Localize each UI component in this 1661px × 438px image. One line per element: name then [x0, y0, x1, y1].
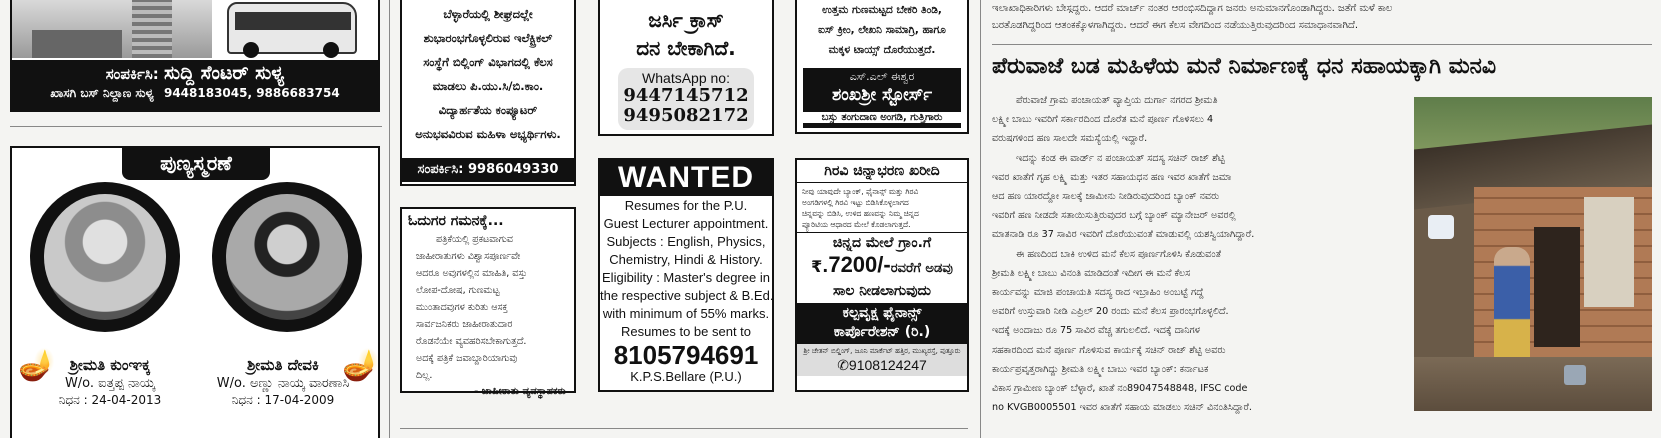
- photo-ground: [1414, 357, 1652, 411]
- job-line: ಬೆಳ್ಳಾರೆಯಲ್ಲಿ ಶೀಘ್ರದಲ್ಲೇ: [443, 7, 533, 21]
- store-line: ಉತ್ತಮ ಗುಣಮಟ್ಟದ ಬೇಕರಿ ತಿಂಡಿ,: [822, 4, 942, 16]
- photo-cloth: [1584, 197, 1634, 307]
- rupee-symbol: ₹.: [811, 257, 829, 276]
- gold-phone: 9108124247: [848, 357, 927, 373]
- notice-signature: - ಜಾಹೀರಾತು ವ್ಯವಸ್ಥಾಪಕರು: [474, 386, 566, 397]
- left-date: ನಿಧನ : 24-04-2013: [58, 393, 162, 407]
- gold-loan-ad: [795, 158, 969, 392]
- article-top-line: ಬರತೊಡಗಿದ್ದರಿಂದ ಆತಂಕಕ್ಕೊಳಗಾಗಿದ್ದರು. ಆದರೆ ಈಗ ಕೆಲಸ ವೇಗದಿಂದ ನಡೆಯುತ್ತಿರುವುದರಿಂದ ಸಮಾಧಾನವಾಗಿದೆ.: [992, 20, 1359, 31]
- gold-line: ಪ್ಯೂರಿಟಿಯ ಆಧಾರದ ಮೇಲೆ ಕೊಡಲಾಗುತ್ತದೆ.: [802, 220, 911, 229]
- wanted-line: Eligibility : Master's degree in: [602, 270, 770, 285]
- notice-title: ಓದುಗರ ಗಮನಕ್ಕೆ...: [408, 213, 504, 229]
- portrait-frame-right: [212, 182, 362, 332]
- bus-phones: 9448183045, 9886683754: [163, 86, 340, 100]
- right-date: ನಿಧನ : 17-04-2009: [231, 393, 335, 407]
- job-line: ಶುಭಾರಂಭಗೊಳ್ಳಲಿರುವ ಇಲೆಕ್ಟ್ರಿಕಲ್: [423, 31, 553, 45]
- article-line: ಆದ ಹಣ ಯಾರದ್ದೋ ಸಾಲಕ್ಕೆ ಜಾಮೀನು ನೀಡಿರುವುದರಿಂದ ಬ್ಯಾಂಕ್ ನವರು: [992, 191, 1220, 203]
- gold-rate-amount: 7200/-: [828, 252, 891, 277]
- gold-rate-line3: ಸಾಲ ನೀಡಲಾಗುವುದು: [832, 283, 931, 299]
- company-line1: ಕಲ್ಪವೃಕ್ಷ ಫೈನಾನ್ಸ್: [842, 305, 922, 321]
- article-line: ಇದಕ್ಕೆ ಅಂದಾಜು ರೂ 75 ಸಾವಿರ ವೆಚ್ಚ ತಗುಲಲಿದೆ. ಇದಕ್ಕೆ ದಾನಿಗಳ: [992, 325, 1200, 337]
- article-line: no KVGB0005501 ಇವರ ಖಾತೆಗೆ ಸಹಾಯ ಮಾಡಲು ಸಚಿನ್ ವಿನಂತಿಸಿದ್ದಾರೆ.: [992, 402, 1252, 414]
- article-line: ಸಹಕಾರದಿಂದ ಮನೆ ಪೂರ್ಣ ಗೊಳಿಸುವ ಕಾರ್ಯಕ್ಕೆ ಸಚಿನ್ ರಾಜ್ ಶೆಟ್ಟಿ ಅವರು: [992, 344, 1226, 356]
- photo-bag: [1428, 215, 1454, 239]
- gold-rate-line1: ಚಿನ್ನದ ಮೇಲೆ ಗ್ರಾಂ.ಗೆ: [797, 232, 967, 253]
- gold-company: [797, 303, 967, 344]
- cow-phone: 9447145712: [623, 85, 749, 106]
- wanted-line: Resumes to be sent to: [620, 324, 752, 339]
- whatsapp-panel: [618, 68, 754, 130]
- article-headline: ಪೆರುವಾಜೆ ಬಡ ಮಹಿಳೆಯ ಮನೆ ನಿರ್ಮಾಣಕ್ಕೆ ಧನ ಸಹಾಯಕ್ಕಾಗಿ ಮನವಿ: [992, 54, 1497, 79]
- store-address: ಬಸ್ಸು ತಂಗುದಾಣ ಅಂಗಡಿ, ಗುತ್ತಿಗಾರು: [797, 112, 967, 123]
- memorial-title: ಪುಣ್ಯಸ್ಮರಣೆ: [122, 146, 270, 180]
- article-line: ಇವರಿಗೆ ಹಣ ನೀಡದೇ ಸತಾಯಿಸುತ್ತಿರುವುದರ ಬಗ್ಗೆ ಬ್ಯಾಂಕ್ ಮ್ಯಾನೇಜರ್ ಅವರಲ್ಲಿ: [992, 210, 1236, 222]
- article-line: ಅವರಿಗೆ ಉಸ್ತುವಾರಿ ನೀಡಿ ಎಪ್ರಿಲ್ 20 ರಂದು ಮನೆ ಕೆಲಸ ಪ್ರಾರಂಭಗೊಳ್ಳಲಿದೆ.: [992, 306, 1229, 318]
- job-line: ಸಂಸ್ಥೆಗೆ ಬಿಲ್ಲಿಂಗ್ ವಿಭಾಗದಲ್ಲಿ ಕೆಲಸ: [423, 55, 553, 69]
- article-line: ಪೆರುವಾಜೆ ಗ್ರಾಮ ಪಂಚಾಯತ್ ವ್ಯಾಪ್ತಿಯ ದುರ್ಗಾ ನಗರದ ಶ್ರೀಮತಿ: [1016, 95, 1218, 106]
- cow-line: ದನ ಬೇಕಾಗಿದೆ.: [636, 36, 736, 60]
- wanted-line: Guest Lecturer appointment.: [603, 216, 769, 231]
- wanted-footer: K.P.S.Bellare (P.U.): [630, 369, 742, 384]
- article-line: ವಿಕಾಸ ಗ್ರಾಮೀಣ ಬ್ಯಾಂಕ್ ಬೆಳ್ಳಾರೆ, ಖಾತೆ ನಂ89047548848, IFSC code: [992, 383, 1248, 395]
- job-line: ಅನುಭವವಿರುವ ಮಹಿಳಾ ಅಭ್ಯರ್ಥಿಗಳು.: [415, 127, 561, 141]
- temple-image: [12, 0, 212, 58]
- wanted-phone: 8105794691: [613, 340, 759, 370]
- article-line: ಈ ಹಣದಿಂದ ಬಾಕಿ ಉಳಿದ ಮನೆ ಕೆಲಸ ಪೂರ್ಣಗೊಳಿಸಿ ಕೊಡುವಂತೆ: [1016, 248, 1222, 260]
- wanted-ad: [598, 158, 774, 392]
- job-contact: ಸಂಪರ್ಕಿಸಿ: 9986049330: [402, 158, 574, 182]
- article-line: ಇವರ ಖಾತೆಗೆ ಗೃಹ ಲಕ್ಷ್ಮಿ ಮತ್ತು ಇತರ ಸಹಾಯಧನ ಹಣ ಇವರ ಖಾತೆಗೆ ಜಮಾ: [992, 171, 1232, 183]
- store-line: ಐಸ್ ಕ್ರೀಂ, ಲೇಖನಿ ಸಾಮಾಗ್ರಿ, ಹಾಗೂ: [818, 24, 946, 36]
- bus-stand-line: ಖಾಸಗಿ ಬಸ್ ನಿಲ್ದಾಣ ಸುಳ್ಯ: [50, 86, 154, 100]
- readers-notice: [400, 207, 576, 397]
- bus-contact-bar: [12, 60, 378, 110]
- notice-line: ಲೋಪ-ದೋಷ, ಗುಣಮಟ್ಟ: [416, 285, 500, 296]
- right-name: ಶ್ರೀಮತಿ ದೇವಕಿ: [247, 356, 319, 374]
- article-photo: [1414, 97, 1652, 411]
- wanted-line: Resumes for the P.U.: [624, 198, 748, 213]
- lamp-icon-left: 🪔: [18, 348, 56, 383]
- wanted-line: the respective subject & B.Ed.: [600, 288, 774, 303]
- photo-bucket: [1564, 365, 1586, 385]
- photo-doorway: [1534, 227, 1580, 347]
- gold-line: ಚಿನ್ನವನ್ನು ಬಿಡಿಸಿ, ಉಳಿದ ಹಣವನ್ನು ನಿಮ್ಮ ಚಿನ್ನದ: [802, 209, 919, 218]
- notice-line: ಸಾರ್ವಜನಿಕರು ಜಾಹೀರಾತುದಾರ: [416, 319, 513, 330]
- notice-line: ಪತ್ರಿಕೆಯಲ್ಲಿ ಪ್ರಕಟವಾಗುವ: [436, 234, 513, 245]
- article-line: ವರುಷಗಳಿಂದ ಹಣ ಸಾಲದೇ ಸಮಸ್ಯೆಯಲ್ಲಿ ಇದ್ದಾರೆ.: [992, 133, 1148, 145]
- whatsapp-label: WhatsApp no:: [642, 70, 730, 86]
- wanted-title: WANTED: [600, 160, 772, 196]
- article-top-line: ಇಲಾಖಾಧಿಕಾರಿಗಳು ಬೇಸ್ಗದ್ದರು. ಆದರೆ ಮಾರ್ಚ್ ನಂತರ ಆರಂಭಿಸದಿದ್ದಾಗ ಜನರು ಅನುಮಾನಗೊಂಡಾಗಿದ್ದರು. ಜತೆಗೆ ಮಳೆ ಕಾಲ: [992, 3, 1393, 14]
- billing-job-ad: [400, 0, 576, 186]
- notice-line: ದಿಲ್ಲ.: [416, 370, 433, 381]
- left-name: ಶ್ರೀಮತಿ ಕುಂಞಕ್ಕ: [69, 356, 151, 374]
- contact-label: ಸಂಪರ್ಕಿಸಿ:: [105, 65, 159, 83]
- job-line: ವಿದ್ಯಾರ್ಹತೆಯ ಕಂಪ್ಯೂಟರ್: [438, 103, 538, 117]
- phone-icon: ✆: [837, 358, 849, 374]
- notice-line: ಜಾಹೀರಾತುಗಳು ವಿಶ್ವಾಸಪೂರ್ಣವೇ: [416, 251, 521, 262]
- store-owner: ಎಸ್.ಎಲ್ ಈಶ್ವರ: [849, 70, 915, 83]
- gold-title: ಗಿರವಿ ಚಿನ್ನಾಭರಣ ಖರೀದಿ: [797, 160, 967, 183]
- gold-rate-suffix: ರವರೆಗೆ ಅಡವು: [890, 261, 953, 276]
- article-line: ಲಕ್ಷ್ಮೀ ಬಾಬು ಇವರಿಗೆ ಸರ್ಕಾರದಿಂದ ದೊರೆತ ಮನೆ ಪೂರ್ಣ ಗೊಳಿಸಲು 4: [992, 114, 1214, 126]
- right-wo: W/o. ಅಣ್ಣು ನಾಯ್ಕ ವಾರಣಾಸಿ: [216, 376, 350, 391]
- contact-name: ಸುದ್ದಿ ಸೆಂಟರ್ ಸುಳ್ಯ: [163, 62, 285, 84]
- cow-ad: [598, 0, 774, 136]
- article-body: [992, 91, 1412, 417]
- article-top-continued: [992, 0, 1652, 34]
- wanted-line: Chemistry, Hindi & History.: [609, 252, 763, 267]
- left-wo: W/o. ಐತ್ತಪ್ಪ ನಾಯ್ಕ: [64, 376, 156, 391]
- lamp-icon-right: 🪔: [342, 348, 380, 383]
- store-line: ಮಕ್ಕಳ ಟಾಯ್ಸ್ ದೊರೆಯುತ್ತದೆ.: [828, 44, 936, 56]
- cow-line: ಜರ್ಸಿ ಕ್ರಾಸ್: [648, 8, 724, 32]
- wanted-line: Subjects : English, Physics,: [606, 234, 766, 249]
- notice-line: ಮುಂತಾದವುಗಳ ಕುರಿತು ಆಸಕ್ತ: [416, 302, 508, 313]
- gold-address: ಶ್ರೀ ಚೇತನ್ ಬಿಲ್ಡಿಂಗ್, ಜೂನಿ ಮಾರ್ಕೆಟ್ ಹತ್ತಿರ, ಮುಖ್ಯರಸ್ತೆ, ಪುತ್ತೂರು: [803, 347, 961, 355]
- portrait-frame-left: [30, 182, 180, 332]
- store-name: ಶಂಖಶ್ರೀ ಸ್ಟೋರ್ಸ್: [831, 85, 933, 105]
- notice-line: ರೊಡನೆಯೇ ವ್ಯವಹರಿಸಬೇಕಾಗುತ್ತದೆ.: [416, 336, 527, 347]
- notice-line: ಆದರೂ ಅವುಗಳಲ್ಲಿನ ಮಾಹಿತಿ, ವಸ್ತು: [416, 268, 528, 279]
- portrait-right: [226, 194, 348, 320]
- bus-ad: [10, 0, 380, 112]
- article-line: ಕಾರ್ಯವನ್ನು ಮಾಜಿ ಪಂಚಾಯತಿ ಸದಸ್ಯ ರಾದ ಇಬ್ರಾಹಿಂ ಅಂಬಟ್ಟೆ ಗದ್ದೆ: [992, 287, 1204, 299]
- memorial-ad: [10, 146, 380, 438]
- article-line: ಕಾರ್ಯಪ್ರವೃತ್ತರಾಗಿದ್ದು ಶ್ರೀಮತಿ ಲಕ್ಷ್ಮೀ ಬಾಬು ಇವರ ಬ್ಯಾಂಕ್: ಕರ್ನಾಟಕ: [992, 363, 1209, 375]
- job-line: ಮಾಡಲು ಪಿ.ಯು.ಸಿ/ಬಿ.ಕಾಂ.: [432, 79, 544, 93]
- store-ad: [795, 0, 969, 134]
- company-line2: ಕಾರ್ಪೊರೇಶನ್ (ರಿ.): [833, 324, 931, 340]
- gold-line: ನೀವು ಯಾವುದೇ ಬ್ಯಾಂಕ್, ಫೈನಾನ್ಸ್ ಮತ್ತು ಗಿರವಿ: [802, 187, 919, 196]
- article-line: ಇದನ್ನು ಕಂಡ ಈ ವಾರ್ಡ್ ನ ಪಂಚಾಯತ್ ಸದಸ್ಯ ಸಚಿನ್ ರಾಜ್ ಶೆಟ್ಟಿ: [1016, 152, 1225, 164]
- wanted-line: with minimum of 55% marks.: [602, 306, 770, 321]
- article-line: ಶ್ರೀಮತಿ ಲಕ್ಷ್ಮೀ ಬಾಬು ವಿನಂತಿ ಮಾಡಿದಂತೆ ಇದೀಗ ಈ ಮನೆ ಕೆಲಸ: [992, 267, 1191, 279]
- notice-line: ಅದಕ್ಕೆ ಪತ್ರಿಕೆ ಜವಾಬ್ದಾರಿಯಾಗುವು: [416, 353, 518, 364]
- article-line: ಮಾತನಾಡಿ ರೂ 37 ಸಾವಿರ ಇವರಿಗೆ ದೊರೆಯುವಂತೆ ಮಾಡುವಲ್ಲಿ ಯಶಸ್ವಿಯಾಗಿದ್ದಾರೆ.: [992, 229, 1255, 241]
- gold-line: ಅಂಗಡಿಗಳಲ್ಲಿ ಗಿರವಿ ಇಟ್ಟು ಬಿಡಿಸಿಕೊಳ್ಳಲಾಗದ: [802, 198, 909, 207]
- cow-phone: 9495082172: [623, 105, 749, 126]
- bus-image: [227, 2, 357, 54]
- portrait-left: [44, 194, 166, 320]
